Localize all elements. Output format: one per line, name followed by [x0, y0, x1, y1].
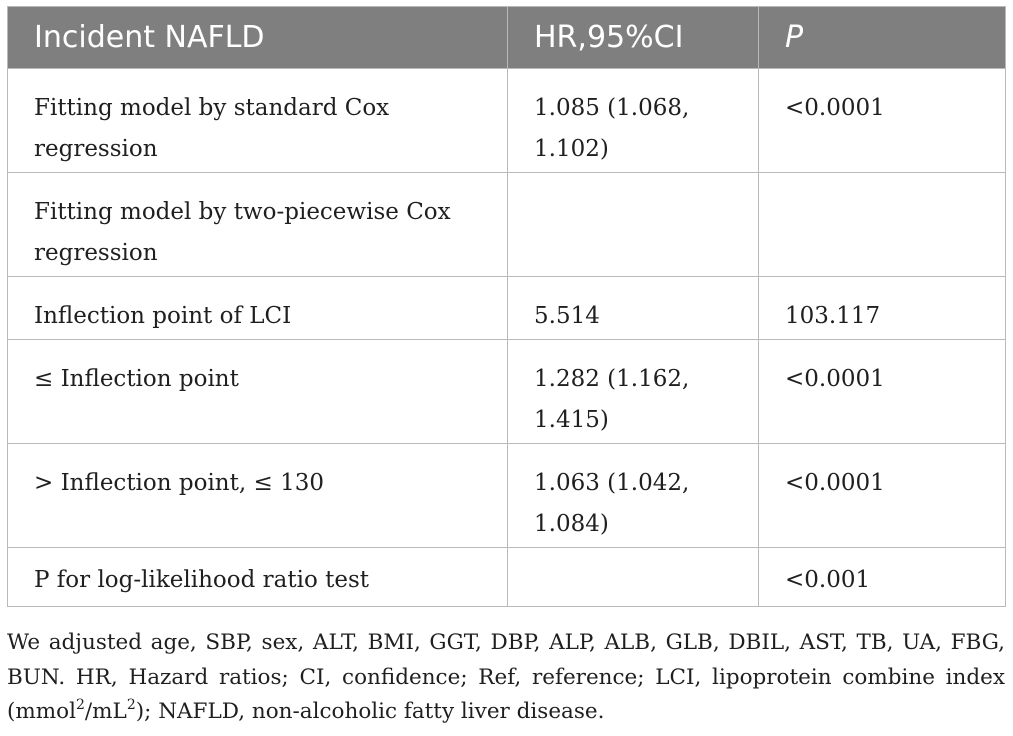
table-row	[8, 548, 1006, 607]
row-label: > Inflection point, ≤ 130	[8, 444, 508, 548]
p-value-cell: <0.0001	[759, 69, 1006, 173]
header-incident-nafld: Incident NAFLD	[8, 7, 508, 69]
table-row	[8, 69, 1006, 173]
p-value-cell	[759, 173, 1006, 277]
hr-ci-cell	[508, 173, 759, 277]
p-value-cell: <0.001	[759, 548, 1006, 607]
p-value-cell: 103.117	[759, 277, 1006, 340]
hr-ci-cell	[508, 548, 759, 607]
header-p-value: P	[759, 7, 1006, 69]
row-label: P for log-likelihood ratio test	[8, 548, 508, 607]
table-row	[8, 444, 1006, 548]
footnote-text: We adjusted age, SBP, sex, ALT, BMI, GGT, DBP, ALP, ALB, GLB, DBIL, AST, TB, UA, FBG, BUN. HR, Hazard ratios; CI, confidence; Ref, reference; LCI, lipoprotein combine index (mmol	[7, 630, 1005, 724]
footnote-text: ); NAFLD, non-alcoholic fatty liver disease.	[135, 699, 605, 724]
hr-ci-cell: 1.063 (1.042, 1.084)	[508, 444, 759, 548]
table-row	[8, 173, 1006, 277]
hr-ci-cell: 1.282 (1.162, 1.415)	[508, 340, 759, 444]
header-hr-ci: HR,95%CI	[508, 7, 759, 69]
hr-ci-cell: 1.085 (1.068, 1.102)	[508, 69, 759, 173]
table-row	[8, 277, 1006, 340]
p-value-cell: <0.0001	[759, 340, 1006, 444]
hr-ci-cell: 5.514	[508, 277, 759, 340]
row-label: Inflection point of LCI	[8, 277, 508, 340]
footnote-superscript: 2	[75, 697, 85, 713]
row-label: Fitting model by two-piecewise Cox regression	[8, 173, 508, 277]
table-footnote	[7, 626, 1005, 730]
footnote-superscript: 2	[126, 697, 136, 713]
footnote-text: /mL	[84, 699, 127, 724]
table-header-row	[8, 7, 1006, 69]
table-row	[8, 340, 1006, 444]
results-table	[7, 6, 1006, 607]
row-label: ≤ Inflection point	[8, 340, 508, 444]
p-value-cell: <0.0001	[759, 444, 1006, 548]
row-label: Fitting model by standard Cox regression	[8, 69, 508, 173]
